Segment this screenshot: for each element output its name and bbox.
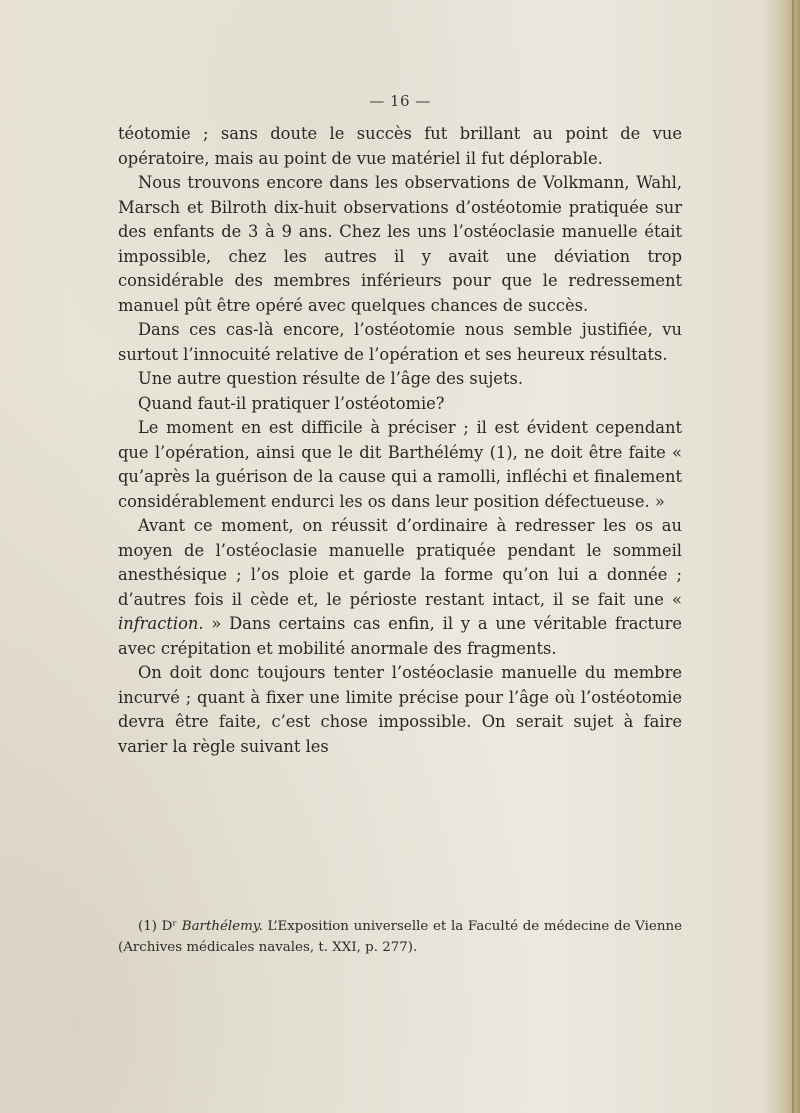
body-text xyxy=(118,122,682,759)
page-edge-shadow xyxy=(762,0,800,1113)
paragraph-3: Dans ces cas-là encore, l’ostéotomie nous semble justifiée, vu surtout l’innocuité relative de l’opération et ses heureux résultats. xyxy=(118,320,682,364)
footnote-text: L’Exposition universelle et la Faculté de médecine de Vienne (Archives médicales navales, t. XXI, p. 277). xyxy=(118,919,682,955)
footnote-1 xyxy=(118,916,682,958)
page-edge-line xyxy=(792,0,794,1113)
paragraph-6: Le moment en est difficile à préciser ; il est évident cependant que l’opération, ainsi que le dit Barthélémy (1), ne doit être faite « qu’après la guérison de la cause qui a ramolli, infléchi et finalement considérablement endurci les os dans leur position défectueuse. » xyxy=(118,418,682,511)
paragraph-7-italic: infraction xyxy=(118,614,199,633)
paragraph-2: Nous trouvons encore dans les observations de Volkmann, Wahl, Marsch et Bilroth dix-huit observations d’ostéotomie pratiquée sur des enfants de 3 à 9 ans. Chez les uns l’ostéoclasie manuelle était impossible, chez les autres il y avait une déviation trop considérable des membres inférieurs pour que le redressement manuel pût être opéré avec quelques chances de succès. xyxy=(118,173,682,315)
paragraph-4: Une autre question résulte de l’âge des sujets. xyxy=(138,369,524,388)
paragraph-7-part-1: Avant ce moment, on réussit d’ordinaire à redresser les os au moyen de l’ostéoclasie manuelle pratiquée pendant le sommeil anesthésique ; l’os ploie et garde la forme qu’on lui a donnée ; d’autres fois il cède et, le périoste restant intact, il se fait une « xyxy=(118,516,682,609)
footnote-author: Barthélemy. xyxy=(181,919,263,934)
paragraph-5: Quand faut-il pratiquer l’ostéotomie? xyxy=(138,393,445,413)
paragraph-1: téotomie ; sans doute le succès fut brillant au point de vue opératoire, mais au point de vue matériel il fut déplorable. xyxy=(118,124,682,168)
paragraph-7-part-2: . » Dans certains cas enfin, il y a une véritable fracture avec crépitation et mobilité anormale des fragments. xyxy=(118,614,682,658)
page-number-header: — 16 — xyxy=(369,92,431,110)
footnote-marker: (1) Dʳ xyxy=(138,919,178,934)
footnotes xyxy=(118,916,682,958)
paragraph-8: On doit donc toujours tenter l’ostéoclasie manuelle du membre incurvé ; quant à fixer une limite précise pour l’âge où l’ostéotomie devra être faite, c’est chose impossible. On serait sujet à faire varier la règle suivant les xyxy=(118,663,682,756)
paragraph-7 xyxy=(118,514,682,661)
